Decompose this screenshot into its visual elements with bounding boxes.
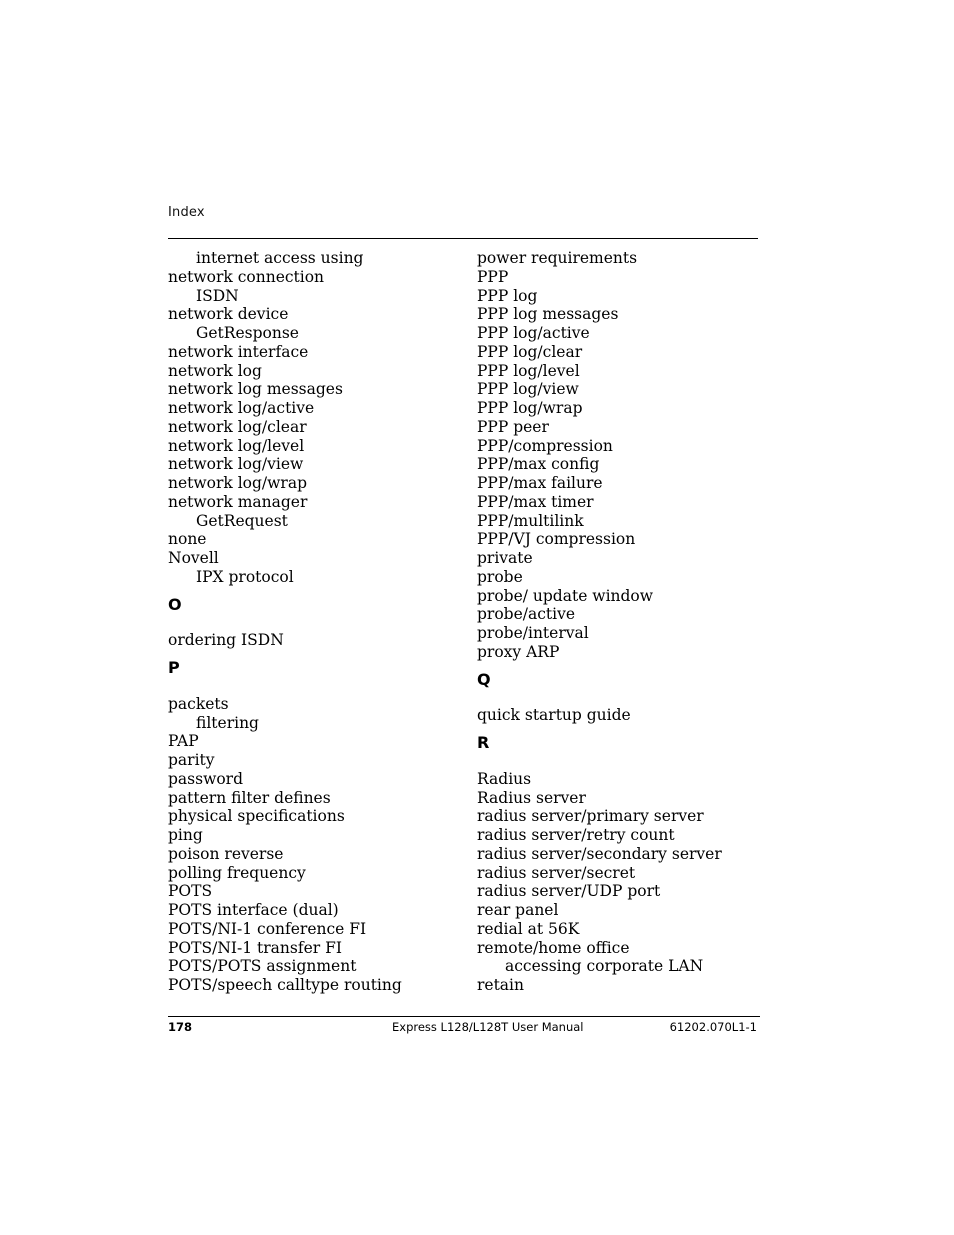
index-entry: parity	[168, 751, 215, 769]
index-entry: network log/view	[168, 455, 304, 474]
index-entry: physical specifications	[168, 807, 345, 826]
index-entry: remote/home office	[477, 938, 630, 957]
index-entry: private	[477, 549, 533, 567]
index-column-right	[477, 249, 757, 995]
index-entry: network interface	[168, 342, 309, 361]
index-entry: PPP peer	[477, 417, 549, 436]
index-entry: PPP/compression	[477, 436, 613, 455]
index-entry: PPP/max config	[477, 455, 600, 474]
footer-rule	[168, 1016, 760, 1017]
index-subentry: internet access using	[196, 249, 364, 267]
index-entry: pattern filter defines	[168, 788, 331, 807]
index-entry: Radius server	[477, 788, 586, 807]
index-entry: probe/interval	[477, 624, 589, 642]
index-entry: ordering ISDN	[168, 631, 284, 650]
index-entry: POTS	[168, 882, 213, 901]
index-subentry: IPX protocol	[196, 567, 294, 586]
index-subentry: GetRequest	[196, 511, 288, 530]
index-entry: network log messages	[168, 380, 343, 399]
section-letter: P	[168, 658, 180, 677]
index-entry: network manager	[168, 492, 308, 511]
index-entry: rear panel	[477, 901, 559, 919]
section-letter: Q	[477, 669, 491, 689]
index-entry: PPP/max failure	[477, 474, 603, 492]
index-entry: network device	[168, 305, 289, 324]
index-entry: network log	[168, 361, 262, 380]
index-entry: PPP log/level	[477, 361, 580, 380]
index-entry: power requirements	[477, 249, 638, 267]
index-entry: POTS/NI-1 conference FI	[168, 919, 367, 938]
section-letter: R	[477, 733, 490, 752]
index-entry: radius server/UDP port	[477, 882, 661, 901]
index-entry: network log/wrap	[168, 474, 307, 492]
index-entry: radius server/primary server	[477, 807, 704, 826]
index-entry: probe/active	[477, 605, 576, 624]
index-entry: Novell	[168, 549, 219, 567]
index-entry: proxy ARP	[477, 642, 560, 661]
index-entry: PPP/multilink	[477, 511, 584, 530]
header-rule	[168, 238, 758, 239]
index-entry: PPP log/wrap	[477, 399, 583, 417]
manual-title: Express L128/L128T User Manual	[392, 1020, 584, 1034]
section-letter: O	[168, 594, 182, 614]
index-entry: POTS/NI-1 transfer FI	[168, 938, 342, 957]
index-entry: PAP	[168, 732, 199, 751]
index-subentry: ISDN	[196, 286, 239, 305]
index-entry: PPP log	[477, 286, 538, 305]
index-entry: probe/ update window	[477, 586, 654, 605]
index-subentry: filtering	[196, 713, 259, 732]
index-subentry: GetResponse	[196, 324, 299, 342]
index-column-left	[168, 249, 448, 995]
index-entry: PPP log/view	[477, 380, 579, 399]
index-entry: network log/level	[168, 436, 305, 455]
index-entry: packets	[168, 694, 229, 713]
index-entry: probe	[477, 567, 523, 586]
document-number: 61202.070L1-1	[669, 1020, 757, 1034]
index-entry: poison reverse	[168, 844, 284, 863]
running-head: Index	[168, 205, 205, 220]
index-entry: POTS/POTS assignment	[168, 957, 357, 976]
page-number: 178	[168, 1020, 193, 1034]
index-entry: retain	[477, 976, 524, 994]
index-entry: radius server/secondary server	[477, 844, 722, 863]
index-entry: Radius	[477, 769, 532, 788]
index-entry: PPP log/clear	[477, 342, 583, 361]
index-entry: radius server/secret	[477, 863, 636, 882]
index-entry: POTS interface (dual)	[168, 901, 339, 919]
index-entry: ping	[168, 826, 203, 844]
index-entry: POTS/speech calltype routing	[168, 976, 402, 994]
index-entry: password	[168, 769, 244, 788]
index-entry: PPP	[477, 267, 509, 286]
index-subentry: accessing corporate LAN	[505, 957, 704, 976]
index-entry: radius server/retry count	[477, 826, 675, 844]
index-entry: redial at 56K	[477, 919, 580, 938]
index-entry: none	[168, 530, 207, 549]
index-entry: PPP/VJ compression	[477, 530, 636, 549]
index-entry: PPP log/active	[477, 324, 590, 342]
index-entry: network log/clear	[168, 417, 307, 436]
index-entry: PPP log messages	[477, 305, 619, 324]
index-entry: quick startup guide	[477, 706, 631, 725]
index-entry: network log/active	[168, 399, 315, 417]
index-entry: PPP/max timer	[477, 492, 594, 511]
index-entry: polling frequency	[168, 863, 306, 882]
index-entry: network connection	[168, 267, 325, 286]
